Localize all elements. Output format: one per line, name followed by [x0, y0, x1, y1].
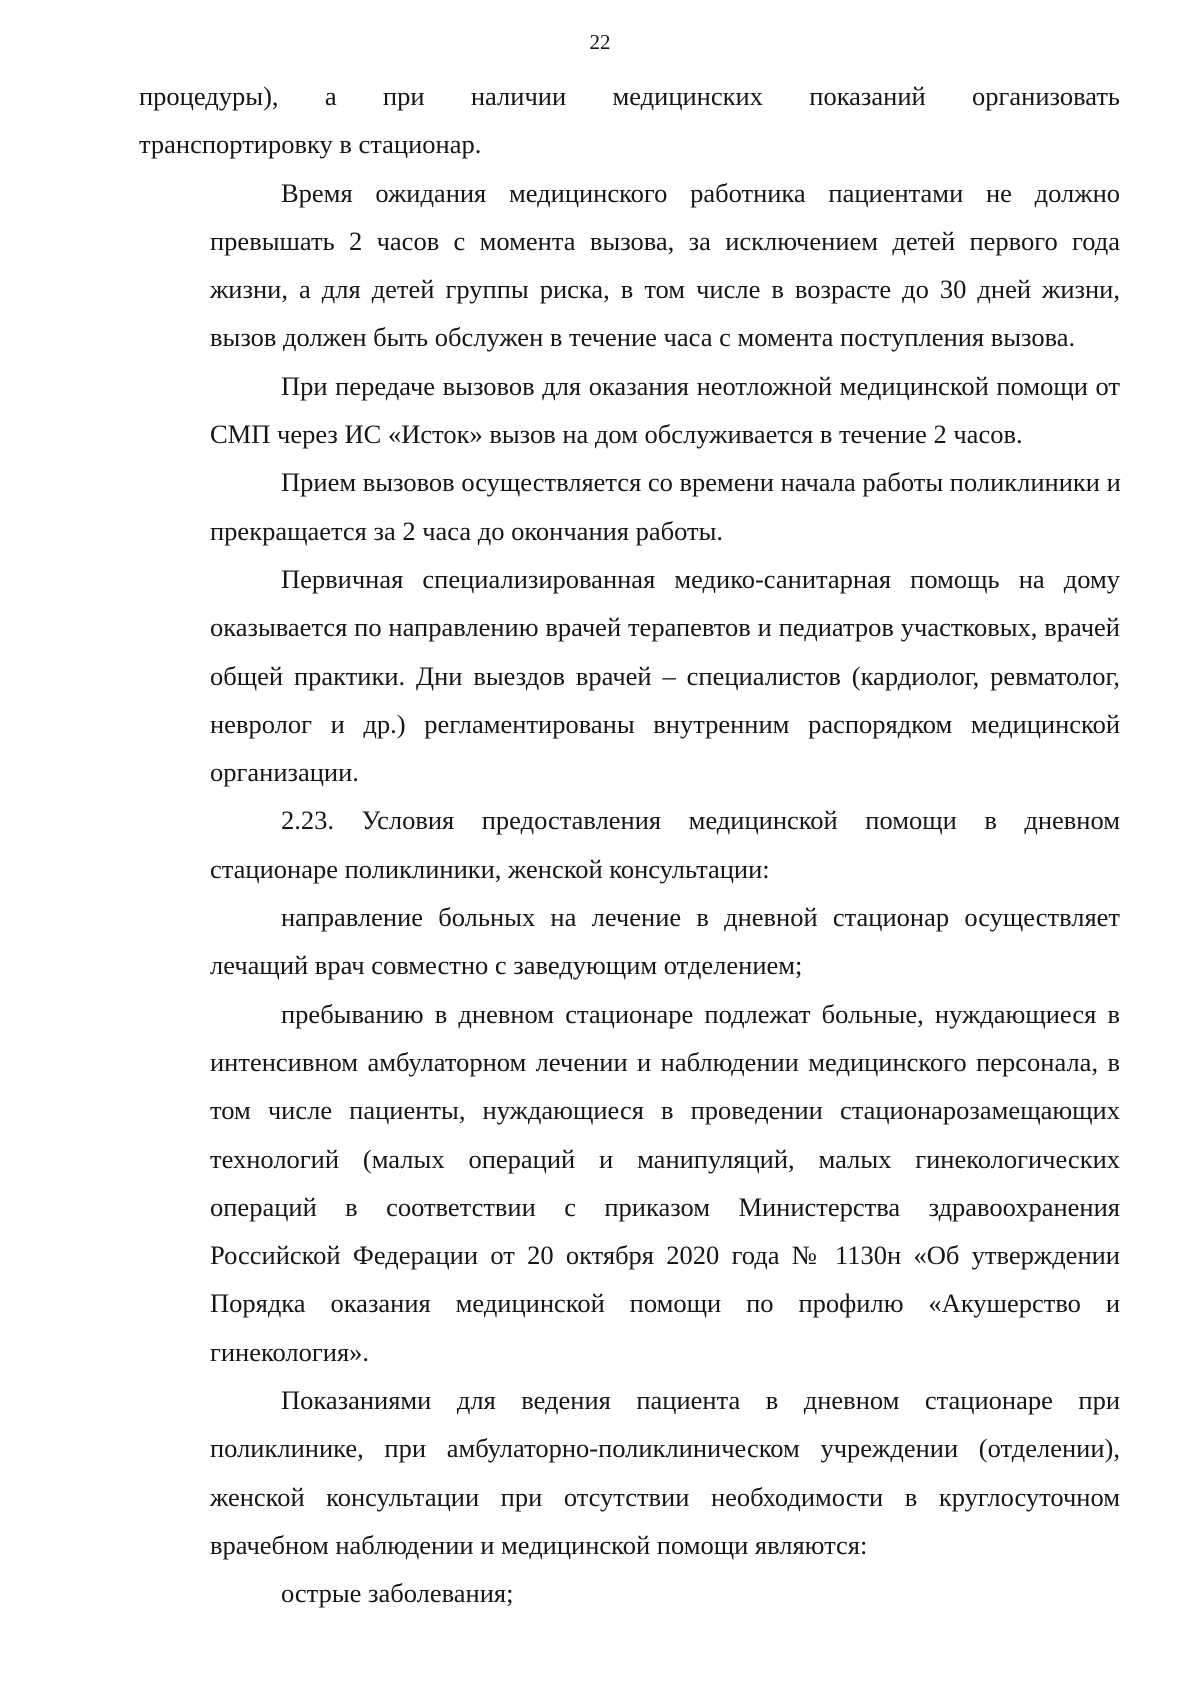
- text-line: процедуры), а при наличии медицинских показаний организовать: [139, 81, 1120, 111]
- text-line: интенсивном амбулаторном лечении и наблюдении медицинского персонала, в: [210, 1046, 1120, 1077]
- paragraph: [139, 169, 1120, 362]
- text-line: пребыванию в дневном стационаре подлежат больные, нуждающиеся в: [281, 998, 1120, 1029]
- text-line: Прием вызовов осуществляется со времени начала работы поликлиники и: [281, 467, 1121, 498]
- text-line: поликлинике, при амбулаторно-поликлиническом учреждении (отделении),: [210, 1433, 1120, 1464]
- paragraph: [139, 1569, 1120, 1617]
- text-line: превышать 2 часов с момента вызова, за исключением детей первого года: [210, 225, 1120, 256]
- text-line: направление больных на лечение в дневной стационар осуществляет: [281, 902, 1120, 933]
- text-line: Порядка оказания медицинской помощи по профилю «Акушерство и: [210, 1288, 1120, 1319]
- paragraph: [139, 893, 1120, 990]
- text-line: прекращается за 2 часа до окончания работы.: [210, 515, 724, 546]
- text-line: технологий (малых операций и манипуляций, малых гинекологических: [210, 1143, 1120, 1174]
- text-line: врачебном наблюдении и медицинской помощи являются:: [210, 1529, 868, 1560]
- text-line: СМП через ИС «Исток» вызов на дом обслуживается в течение 2 часов.: [210, 419, 1023, 450]
- text-line: лечащий врач совместно с заведующим отделением;: [210, 950, 803, 981]
- paragraph: [139, 72, 1120, 169]
- page-number: 22: [589, 30, 611, 54]
- text-line: вызов должен быть обслужен в течение часа с момента поступления вызова.: [210, 322, 1076, 353]
- text-line: Российской Федерации от 20 октября 2020 года № 1130н «Об утверждении: [210, 1240, 1120, 1271]
- text-line: гинекология».: [210, 1336, 370, 1367]
- text-line: При передаче вызовов для оказания неотложной медицинской помощи от: [281, 370, 1120, 401]
- text-line: Первичная специализированная медико-санитарная помощь на дому: [281, 563, 1120, 594]
- text-line: 2.23. Условия предоставления медицинской помощи в дневном: [281, 805, 1120, 836]
- text-line: острые заболевания;: [281, 1578, 514, 1609]
- text-line: общей практики. Дни выездов врачей – специалистов (кардиолог, ревматолог,: [210, 660, 1120, 691]
- text-line: жизни, а для детей группы риска, в том числе в возрасте до 30 дней жизни,: [210, 274, 1120, 305]
- text-line: Показаниями для ведения пациента в дневном стационаре при: [281, 1385, 1120, 1416]
- paragraph: [139, 1376, 1120, 1569]
- text-line: оказывается по направлению врачей терапевтов и педиатров участковых, врачей: [210, 612, 1120, 643]
- paragraph: [139, 990, 1120, 1376]
- document-body: [139, 72, 1120, 1618]
- paragraph: [139, 555, 1120, 796]
- paragraph: [139, 362, 1120, 459]
- text-line: транспортировку в стационар.: [139, 129, 482, 160]
- text-line: операций в соответствии с приказом Министерства здравоохранения: [210, 1191, 1120, 1222]
- text-line: том числе пациенты, нуждающиеся в проведении стационарозамещающих: [210, 1095, 1120, 1126]
- paragraph: [139, 458, 1120, 555]
- text-line: невролог и др.) регламентированы внутренним распорядком медицинской: [210, 708, 1120, 739]
- paragraph: [139, 796, 1120, 893]
- text-line: женской консультации при отсутствии необходимости в круглосуточном: [210, 1481, 1120, 1512]
- text-line: Время ожидания медицинского работника пациентами не должно: [281, 177, 1120, 208]
- text-line: организации.: [210, 757, 359, 788]
- text-line: стационаре поликлиники, женской консультации:: [210, 853, 770, 884]
